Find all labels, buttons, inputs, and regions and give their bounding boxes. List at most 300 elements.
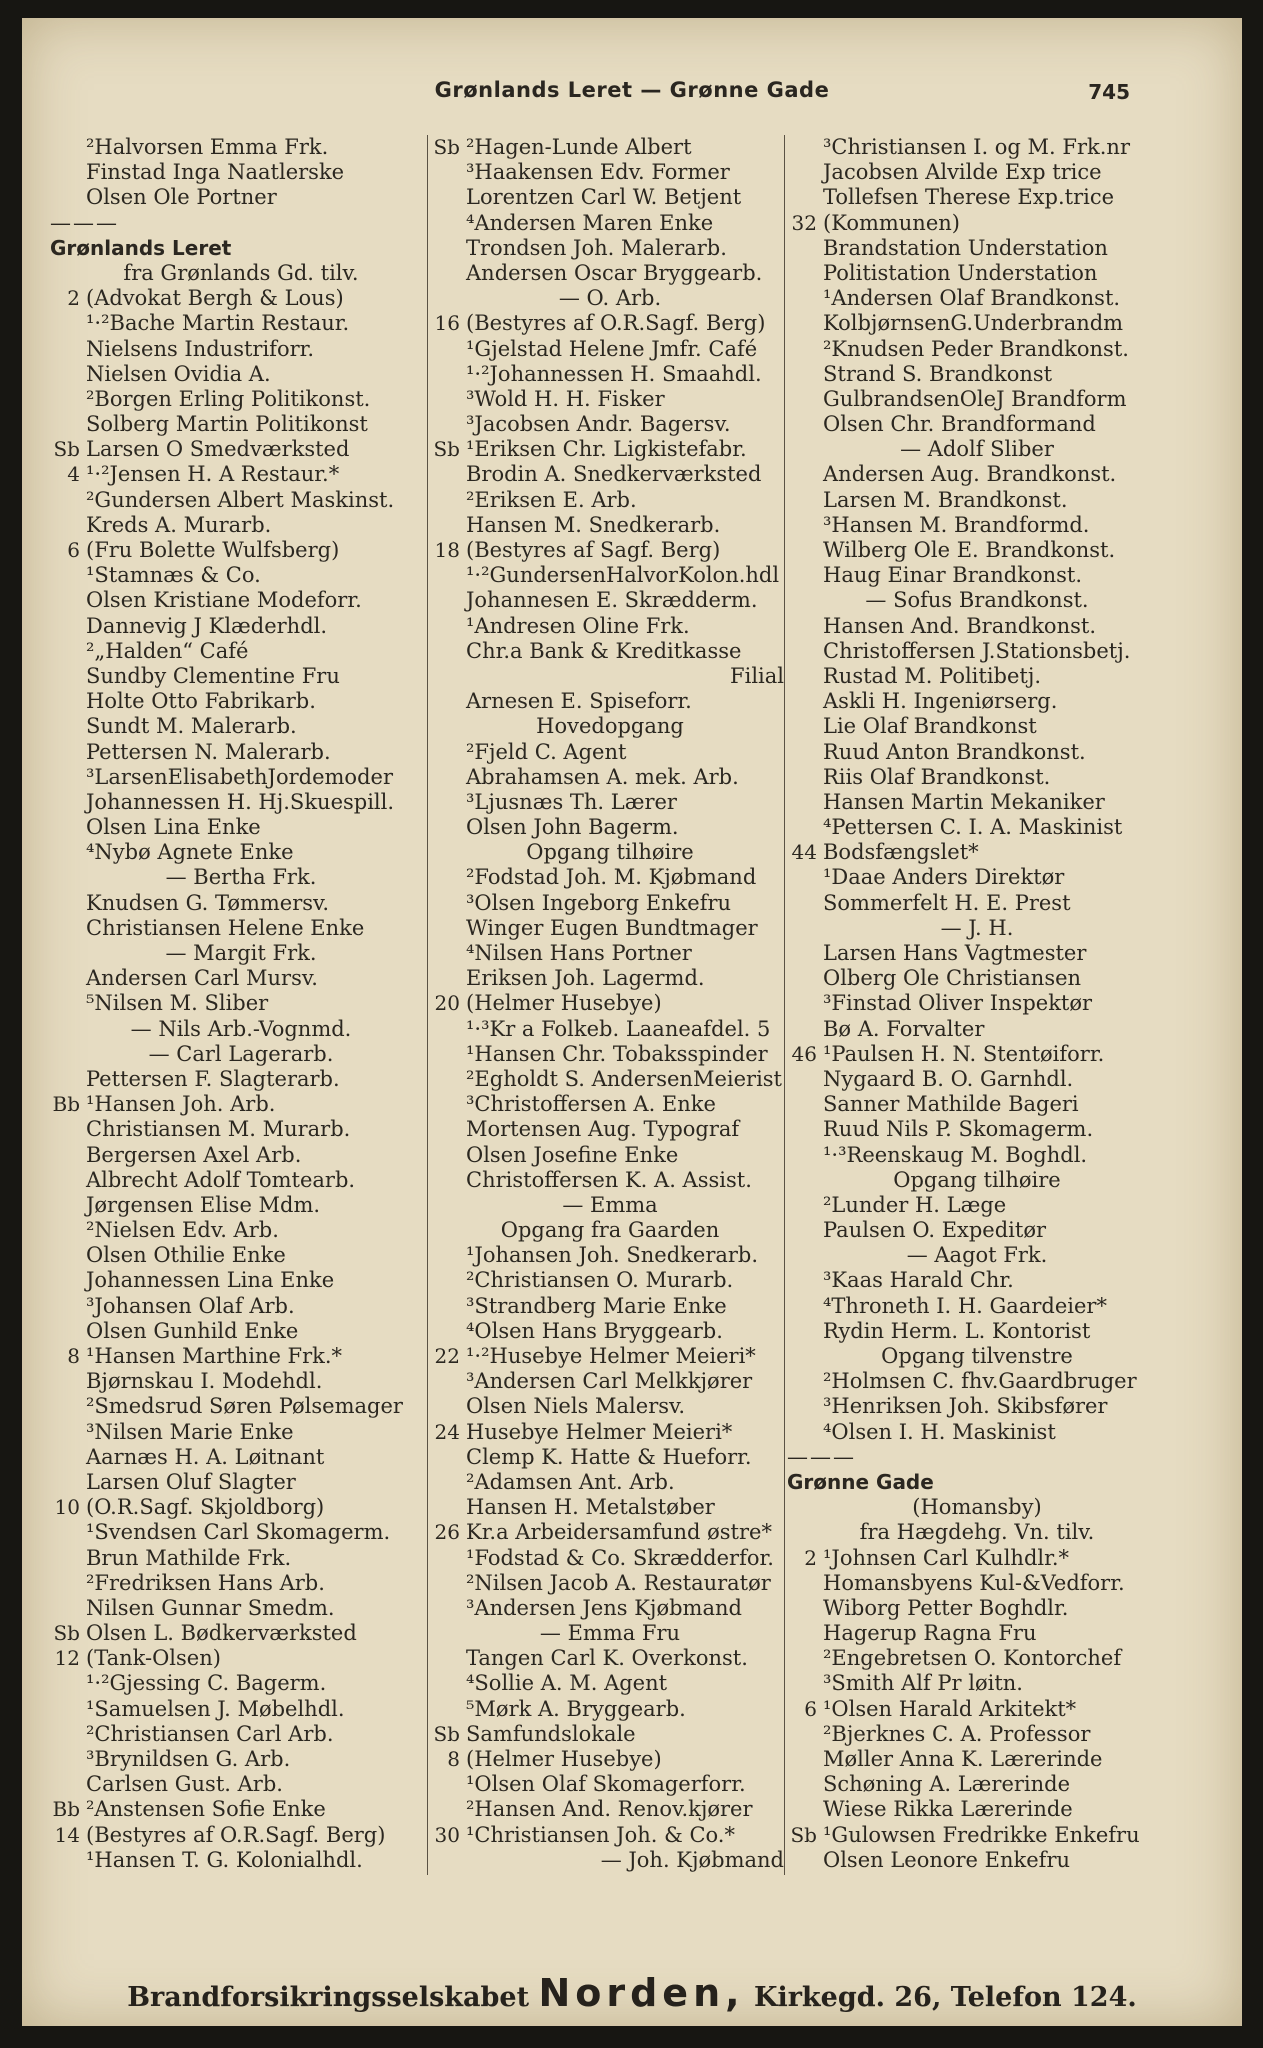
directory-entry (430, 991, 790, 1016)
entry-text: ²Engebretsen O. Kontorchef (823, 1646, 1122, 1671)
entry-text: (Bestyres af Sagf. Berg) (466, 538, 721, 562)
entry-text: Hansen H. Metalstøber (466, 1495, 715, 1520)
entry-text: (Bestyres af O.R.Sagf. Berg) (86, 1822, 386, 1847)
entry-text: ⁴Nilsen Hans Portner (466, 941, 692, 965)
entry-text: ¹Hansen Marthine Frk.* (86, 1344, 343, 1368)
house-number (50, 765, 86, 790)
house-number (50, 311, 86, 336)
footer-address: Kirkegd. 26, Telefon 124. (753, 1982, 1137, 2013)
directory-entry (50, 1823, 432, 1848)
entry-text: Larsen M. Brandkonst. (823, 487, 1068, 512)
entry-text: ⁴Andersen Maren Enke (466, 210, 714, 235)
house-number (787, 966, 823, 991)
directory-entry (50, 160, 432, 185)
house-number (430, 1445, 466, 1470)
directory-entry (50, 412, 432, 437)
entry-text: Winger Eugen Bundtmager (466, 915, 758, 940)
entry-text: Wiese Rikka Lærerinde (823, 1797, 1073, 1822)
directory-entry (50, 840, 432, 865)
directory-entry (787, 1646, 1167, 1671)
entry-text: Tangen Carl K. Overkonst. (466, 1646, 748, 1671)
entry-text: Nygaard B. O. Garnhdl. (823, 1066, 1074, 1091)
house-number (787, 412, 823, 437)
house-number (430, 865, 466, 890)
entry-text: Sommerfelt H. E. Prest (823, 890, 1071, 915)
entry-text: Politistation Understation (823, 260, 1098, 285)
directory-entry (430, 261, 790, 286)
entry-text: Olsen Niels Malersv. (466, 1394, 686, 1419)
house-number (430, 916, 466, 941)
entry-text: Hagerup Ragna Fru (823, 1621, 1037, 1646)
directory-entry (787, 563, 1167, 588)
directory-entry (430, 664, 790, 689)
house-number (430, 362, 466, 387)
entry-text: Olsen Gunhild Enke (86, 1318, 299, 1343)
house-number: 8 (447, 1747, 460, 1771)
directory-entry (787, 1369, 1167, 1394)
directory-entry (787, 1344, 1167, 1369)
entry-text: Sanner Mathilde Bageri (823, 1092, 1079, 1117)
entry-text: Pettersen N. Malerarb. (86, 739, 331, 764)
directory-entry (50, 387, 432, 412)
directory-entry (787, 1017, 1167, 1042)
entry-text: Solberg Martin Politikonst (86, 412, 368, 437)
entry-text: ¹·²Gjessing C. Bagerm. (86, 1671, 327, 1696)
entry-text: Ruud Nils P. Skomagerm. (823, 1117, 1094, 1142)
house-number (787, 1571, 823, 1596)
entry-text: ¹Fodstad & Co. Skrædderfor. (466, 1545, 774, 1570)
house-number (50, 1445, 86, 1470)
house-number: 22 (434, 1344, 460, 1368)
entry-text: ——— (787, 1444, 856, 1469)
entry-text: — Sofus Brandkonst. (865, 588, 1089, 613)
house-number (430, 966, 466, 991)
entry-text: ¹Andresen Oline Frk. (466, 613, 690, 638)
house-number (787, 538, 823, 563)
entry-text: Riis Olaf Brandkonst. (823, 764, 1051, 789)
directory-entry (787, 412, 1167, 437)
directory-entry (50, 488, 432, 513)
house-number (50, 1319, 86, 1344)
house-number (50, 1470, 86, 1495)
house-number (50, 916, 86, 941)
house-number: 8 (67, 1344, 80, 1368)
house-number (50, 513, 86, 538)
house-number (430, 1319, 466, 1344)
house-number: 30 (434, 1822, 460, 1847)
entry-text: ²Fredriksen Hans Arb. (86, 1570, 325, 1595)
entry-text: Clemp K. Hatte & Hueforr. (466, 1444, 752, 1469)
entry-text: Hansen Martin Mekaniker (823, 789, 1105, 814)
entry-text: ²Christiansen O. Murarb. (466, 1268, 734, 1293)
house-number (50, 1117, 86, 1142)
entry-text: Arnesen E. Spiseforr. (466, 689, 692, 714)
directory-entry (430, 1571, 790, 1596)
house-number (430, 1067, 466, 1092)
directory-entry (430, 286, 790, 311)
entry-text: GulbrandsenOleJ Brandform (823, 386, 1127, 411)
entry-text: Brodin A. Snedkerværksted (466, 462, 762, 487)
directory-entry (430, 236, 790, 261)
entry-text: ¹·³Reenskaug M. Boghdl. (823, 1142, 1088, 1167)
house-number (787, 1218, 823, 1243)
column-divider (427, 135, 428, 1875)
entry-text: ³Smith Alf Pr løitn. (823, 1671, 1023, 1696)
entry-text: (Helmer Husebye) (466, 1747, 662, 1771)
entry-text: ³Andersen Carl Melkkjører (466, 1369, 753, 1394)
directory-entry (50, 563, 432, 588)
entry-text: — Margit Frk. (165, 941, 317, 965)
house-number (50, 1772, 86, 1797)
entry-text: ²Egholdt S. AndersenMeierist (466, 1066, 782, 1091)
entry-text: Paulsen O. Expeditør (823, 1218, 1047, 1243)
directory-entry (50, 865, 432, 890)
house-number (430, 1243, 466, 1268)
directory-page (22, 18, 1242, 2026)
entry-text: Opgang tilvenstre (881, 1344, 1073, 1368)
house-number (50, 1243, 86, 1268)
house-number (50, 135, 86, 160)
entry-text: (Kommunen) (823, 210, 960, 235)
entry-text: Finstad Inga Naatlerske (86, 160, 345, 185)
footer-brand-name: Norden, (538, 1971, 745, 2015)
directory-entry (430, 865, 790, 890)
house-number: 32 (791, 210, 817, 235)
house-number (787, 689, 823, 714)
entry-text: Lorentzen Carl W. Betjent (466, 185, 742, 210)
entry-text: ²Fjeld C. Agent (466, 739, 627, 764)
entry-text: (Homansby) (912, 1495, 1042, 1520)
entry-text: Pettersen F. Slagterarb. (86, 1066, 340, 1091)
directory-entry (50, 1243, 432, 1268)
directory-entry (50, 614, 432, 639)
entry-text: Johannessen Lina Enke (86, 1268, 335, 1293)
directory-entry (50, 891, 432, 916)
entry-text: Homansbyens Kul-&Vedforr. (823, 1570, 1125, 1595)
directory-entry (50, 1596, 432, 1621)
entry-text: ³Kaas Harald Chr. (823, 1268, 1014, 1293)
directory-entry (430, 311, 790, 336)
entry-text: Møller Anna K. Lærerinde (823, 1747, 1103, 1771)
house-number (50, 891, 86, 916)
directory-entry (430, 1168, 790, 1193)
directory-entry (787, 1520, 1167, 1545)
directory-entry (50, 513, 432, 538)
entry-text: Strand S. Brandkonst (823, 361, 1053, 386)
house-number (430, 211, 466, 236)
house-number (787, 714, 823, 739)
entry-text: Dannevig J Klæderhdl. (86, 613, 328, 638)
entry-text: (Helmer Husebye) (466, 991, 662, 1016)
house-number (430, 1571, 466, 1596)
directory-entry (430, 437, 790, 462)
directory-entry (50, 1495, 432, 1520)
entry-text: Kr.a Arbeidersamfund østre* (466, 1520, 772, 1545)
house-number (50, 740, 86, 765)
directory-entry (787, 765, 1167, 790)
entry-text: Lie Olaf Brandkonst (823, 714, 1037, 739)
directory-entry (430, 1092, 790, 1117)
directory-entry (430, 412, 790, 437)
directory-entry (50, 1117, 432, 1142)
directory-entry (50, 1394, 432, 1419)
directory-entry (430, 1621, 790, 1646)
entry-text: Schøning A. Lærerinde (823, 1772, 1071, 1797)
entry-text: (Fru Bolette Wulfsberg) (86, 538, 340, 562)
entry-text: — Emma Fru (539, 1621, 681, 1646)
house-number: Sb (433, 1721, 460, 1746)
directory-entry (50, 211, 432, 236)
directory-entry (787, 236, 1167, 261)
directory-entry (787, 462, 1167, 487)
house-number (430, 412, 466, 437)
directory-entry (787, 1042, 1167, 1067)
entry-text: Nilsen Gunnar Smedm. (86, 1595, 335, 1620)
house-number (787, 664, 823, 689)
directory-entry (50, 1319, 432, 1344)
house-number (430, 891, 466, 916)
house-number (50, 1546, 86, 1571)
entry-text: ¹Hansen T. G. Kolonialhdl. (86, 1847, 363, 1872)
house-number (430, 1143, 466, 1168)
directory-entry (430, 966, 790, 991)
house-number (787, 286, 823, 311)
entry-text: ¹Stamnæs & Co. (86, 563, 261, 588)
directory-entry (50, 538, 432, 563)
entry-text: Olsen Lina Enke (86, 815, 261, 840)
entry-text: Olsen Chr. Brandformand (823, 412, 1096, 437)
entry-text: ³Andersen Jens Kjøbmand (466, 1595, 742, 1620)
directory-entry (430, 1017, 790, 1042)
house-number (430, 1470, 466, 1495)
house-number: 24 (434, 1419, 460, 1444)
house-number: Sb (790, 1822, 817, 1847)
directory-entry (50, 1268, 432, 1293)
entry-text: ²Adamsen Ant. Arb. (466, 1469, 675, 1494)
house-number (787, 1772, 823, 1797)
directory-entry (50, 588, 432, 613)
entry-text: Olsen L. Bødkerværksted (86, 1621, 357, 1646)
house-number (787, 513, 823, 538)
directory-entry (430, 1218, 790, 1243)
directory-entry (50, 1621, 432, 1646)
directory-entry (787, 815, 1167, 840)
entry-text: ¹Olsen Olaf Skomagerforr. (466, 1772, 746, 1797)
house-number (430, 588, 466, 613)
directory-entry (50, 1772, 432, 1797)
entry-text: ³Strandberg Marie Enke (466, 1293, 727, 1318)
directory-entry (50, 236, 432, 261)
house-number (787, 614, 823, 639)
directory-entry (430, 362, 790, 387)
directory-entry (430, 1747, 790, 1772)
entry-text: Brandstation Understation (823, 235, 1108, 260)
directory-entry (50, 714, 432, 739)
entry-text: Rydin Herm. L. Kontorist (823, 1318, 1091, 1343)
entry-text: Olsen Othilie Enke (86, 1243, 286, 1268)
entry-text: Hovedopgang (536, 714, 684, 739)
directory-entry (787, 160, 1167, 185)
house-number (430, 563, 466, 588)
entry-text: Olberg Ole Christiansen (823, 966, 1082, 991)
directory-entry (430, 1772, 790, 1797)
directory-entry (430, 1394, 790, 1419)
entry-text: Kreds A. Murarb. (86, 512, 272, 537)
entry-text: Abrahamsen A. mek. Arb. (466, 764, 739, 789)
entry-text: Wilberg Ole E. Brandkonst. (823, 538, 1116, 562)
entry-text: ²Eriksen E. Arb. (466, 487, 637, 512)
entry-text: ³Christoffersen A. Enke (466, 1092, 716, 1117)
directory-entry (787, 1117, 1167, 1142)
entry-text: Nielsens Industriforr. (86, 336, 315, 361)
directory-entry (787, 1470, 1167, 1495)
directory-entry (787, 689, 1167, 714)
entry-text: — Bertha Frk. (165, 865, 317, 890)
directory-entry (787, 664, 1167, 689)
entry-text: ³Olsen Ingeborg Enkefru (466, 890, 732, 915)
house-number (50, 588, 86, 613)
directory-entry (430, 614, 790, 639)
directory-entry (50, 1294, 432, 1319)
entry-text: ¹·²Husebye Helmer Meieri* (466, 1344, 756, 1368)
directory-entry (430, 185, 790, 210)
entry-text: Brun Mathilde Frk. (86, 1545, 292, 1570)
directory-entry (430, 815, 790, 840)
entry-text: ²Halvorsen Emma Frk. (86, 135, 329, 159)
house-number (50, 1722, 86, 1747)
directory-entry (430, 941, 790, 966)
directory-entry (787, 865, 1167, 890)
column-right (787, 135, 1167, 1873)
entry-text: ¹Olsen Harald Arkitekt* (823, 1696, 1077, 1721)
house-number (430, 387, 466, 412)
directory-entry (430, 639, 790, 664)
entry-text: Christiansen Helene Enke (86, 915, 365, 940)
house-number (787, 1017, 823, 1042)
house-number (787, 1797, 823, 1822)
entry-text: Bjørnskau I. Modehdl. (86, 1369, 323, 1394)
directory-entry (787, 1218, 1167, 1243)
directory-entry (430, 790, 790, 815)
entry-text: Larsen Hans Vagtmester (823, 941, 1087, 965)
directory-entry (430, 1646, 790, 1671)
entry-text: Nielsen Ovidia A. (86, 361, 271, 386)
street-heading: Grønne Gade (787, 1469, 934, 1494)
house-number (787, 462, 823, 487)
directory-entry (430, 765, 790, 790)
entry-text: ²Christiansen Carl Arb. (86, 1721, 334, 1746)
house-number (787, 1596, 823, 1621)
house-number (430, 1294, 466, 1319)
directory-entry (430, 1848, 790, 1873)
directory-entry (787, 185, 1167, 210)
directory-entry (787, 1193, 1167, 1218)
directory-entry (50, 991, 432, 1016)
directory-entry (430, 1823, 790, 1848)
house-number (430, 790, 466, 815)
entry-text: ¹Johnsen Carl Kulhdlr.* (823, 1545, 1070, 1570)
directory-entry (50, 639, 432, 664)
directory-entry (430, 462, 790, 487)
directory-entry (430, 135, 790, 160)
house-number: 6 (67, 538, 80, 562)
house-number (787, 1193, 823, 1218)
house-number (787, 387, 823, 412)
directory-entry (430, 1495, 790, 1520)
house-number (430, 1369, 466, 1394)
house-number (430, 261, 466, 286)
entry-text: ¹Hansen Chr. Tobaksspinder (466, 1041, 768, 1066)
house-number (787, 790, 823, 815)
house-number (50, 639, 86, 664)
column-divider (784, 135, 785, 1875)
directory-entry (50, 1143, 432, 1168)
directory-entry (787, 538, 1167, 563)
house-number (50, 563, 86, 588)
entry-text: ³Nilsen Marie Enke (86, 1419, 294, 1444)
entry-text: ⁵Mørk A. Bryggearb. (466, 1696, 686, 1721)
house-number: Sb (53, 1621, 80, 1646)
entry-text: Opgang tilhøire (893, 1167, 1061, 1192)
house-number (787, 135, 823, 160)
directory-entry (430, 1445, 790, 1470)
house-number (430, 1168, 466, 1193)
house-number (430, 1042, 466, 1067)
entry-text: Knudsen G. Tømmersv. (86, 890, 330, 915)
directory-entry (50, 1218, 432, 1243)
directory-entry (50, 966, 432, 991)
house-number (430, 488, 466, 513)
directory-entry (430, 387, 790, 412)
directory-entry (430, 840, 790, 865)
directory-entry (430, 1143, 790, 1168)
house-number (50, 1168, 86, 1193)
directory-entry (787, 916, 1167, 941)
directory-entry (50, 1722, 432, 1747)
house-number (430, 941, 466, 966)
house-number (50, 337, 86, 362)
entry-text: ¹·²Jensen H. A Restaur.* (86, 462, 340, 487)
directory-entry (50, 1646, 432, 1671)
directory-entry (787, 1747, 1167, 1772)
entry-text: ³Henriksen Joh. Skibsfører (823, 1394, 1108, 1419)
directory-entry (430, 211, 790, 236)
house-number (787, 1671, 823, 1696)
entry-text: — Nils Arb.-Vognmd. (130, 1016, 352, 1041)
entry-text: ²Bjerknes C. A. Professor (823, 1721, 1091, 1746)
house-number (787, 261, 823, 286)
entry-text: Haug Einar Brandkonst. (823, 563, 1083, 588)
house-number (430, 236, 466, 261)
directory-entry (50, 790, 432, 815)
entry-text: Jacobsen Alvilde Exp trice (823, 160, 1102, 185)
entry-text: ³Johansen Olaf Arb. (86, 1293, 295, 1318)
directory-entry (430, 1797, 790, 1822)
entry-text: Rustad M. Politibetj. (823, 663, 1042, 688)
entry-text: ¹Paulsen H. N. Stentøiforr. (823, 1041, 1105, 1066)
house-number (787, 891, 823, 916)
entry-text: (O.R.Sagf. Skjoldborg) (86, 1495, 325, 1520)
directory-entry (430, 1294, 790, 1319)
directory-entry (430, 740, 790, 765)
entry-text: ²Smedsrud Søren Pølsemager (86, 1394, 403, 1419)
directory-entry (50, 1344, 432, 1369)
entry-text: ¹Daae Anders Direktør (823, 865, 1065, 890)
directory-entry (787, 1596, 1167, 1621)
house-number: Sb (53, 437, 80, 462)
directory-entry (50, 362, 432, 387)
page-number: 745 (1088, 80, 1130, 104)
